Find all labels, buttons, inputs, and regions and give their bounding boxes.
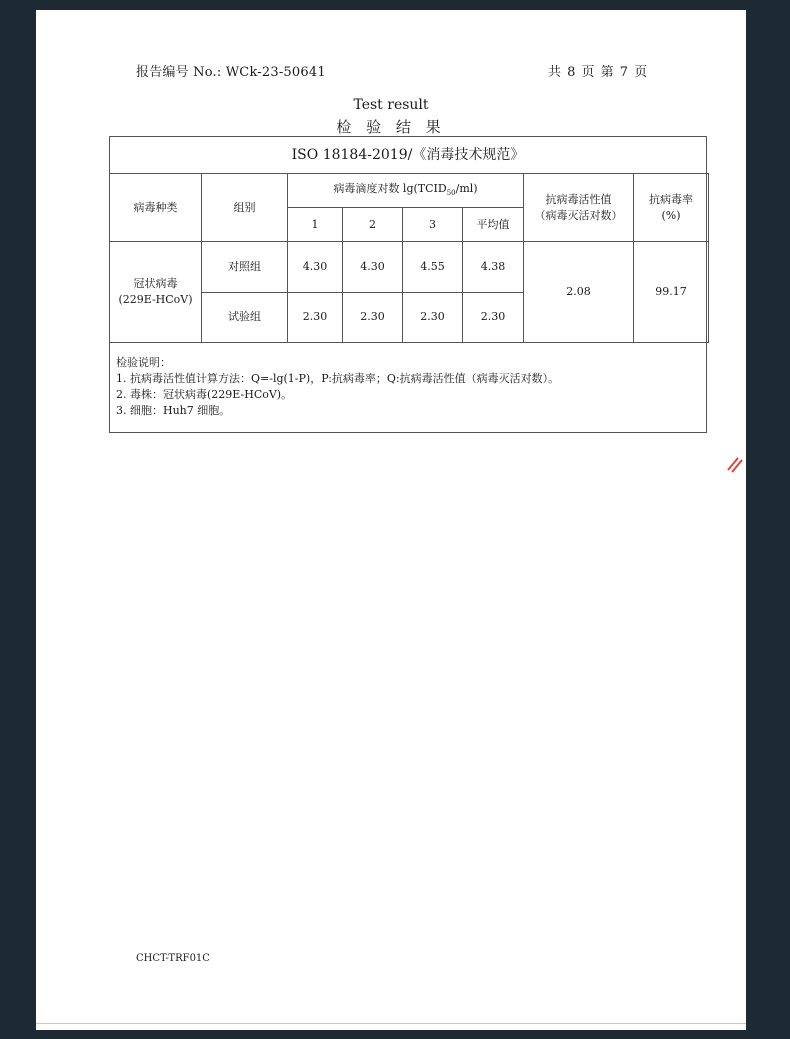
title-chinese: 检 验 结 果: [336, 118, 446, 136]
header-titer-post: /ml): [455, 181, 478, 195]
rate-value-cell: 99.17: [634, 242, 709, 343]
note-item: 1. 抗病毒活性值计算方法：Q=-lg(1-P)，P:抗病毒率；Q:抗病毒活性值（病毒灭活对数）。: [116, 372, 560, 385]
value-cell: 2.30: [403, 292, 463, 342]
header-activity: [524, 174, 634, 242]
form-code: CHCT-TRF01C: [136, 953, 210, 964]
report-number: 报告编号 No.: WCk-23-50641: [136, 65, 326, 80]
group-cell: 试验组: [202, 292, 288, 342]
virus-strain: (229E-HCoV): [118, 293, 193, 307]
document-page: [36, 10, 746, 1030]
header-col-3: 3: [403, 208, 463, 242]
standard-title: ISO 18184-2019/《消毒技术规范》: [291, 147, 525, 163]
seal-stamp-icon: [720, 450, 746, 590]
title-english: Test result: [353, 97, 429, 113]
average-cell: 4.38: [463, 242, 524, 292]
value-cell: 2.30: [288, 292, 343, 342]
value-cell: 2.30: [343, 292, 403, 342]
results-box: [109, 136, 707, 433]
header-rate: [634, 174, 709, 242]
test-notes: [116, 355, 559, 419]
header-activity-line2: （病毒灭活对数）: [534, 208, 623, 222]
value-cell: 4.30: [288, 242, 343, 292]
header-titer-sub: 50: [446, 188, 456, 197]
header-col-1: 1: [288, 208, 343, 242]
header-rate-line1: 抗病毒率: [649, 192, 694, 206]
virus-type-cell: [110, 242, 202, 343]
header-average: 平均值: [463, 208, 524, 242]
header-group: 组别: [202, 174, 288, 242]
virus-name: 冠状病毒: [133, 277, 178, 291]
header-titer: [288, 174, 524, 208]
header-activity-line1: 抗病毒活性值: [545, 192, 612, 206]
header-titer-pre: 病毒滴度对数 lg(TCID: [333, 181, 447, 195]
header-virus-type: 病毒种类: [110, 174, 202, 242]
activity-value-cell: 2.08: [524, 242, 634, 343]
value-cell: 4.30: [343, 242, 403, 292]
value-cell: 4.55: [403, 242, 463, 292]
results-table: [109, 173, 709, 343]
page-indicator: 共 8 页 第 7 页: [548, 65, 648, 80]
average-cell: 2.30: [463, 292, 524, 342]
page-edge: [36, 1023, 746, 1024]
header-col-2: 2: [343, 208, 403, 242]
header-rate-line2: (%): [661, 208, 681, 222]
note-item: 3. 细胞：Huh7 细胞。: [116, 404, 231, 417]
notes-heading: 检验说明：: [116, 356, 171, 369]
group-cell: 对照组: [202, 242, 288, 292]
note-item: 2. 毒株：冠状病毒(229E-HCoV)。: [116, 388, 293, 401]
